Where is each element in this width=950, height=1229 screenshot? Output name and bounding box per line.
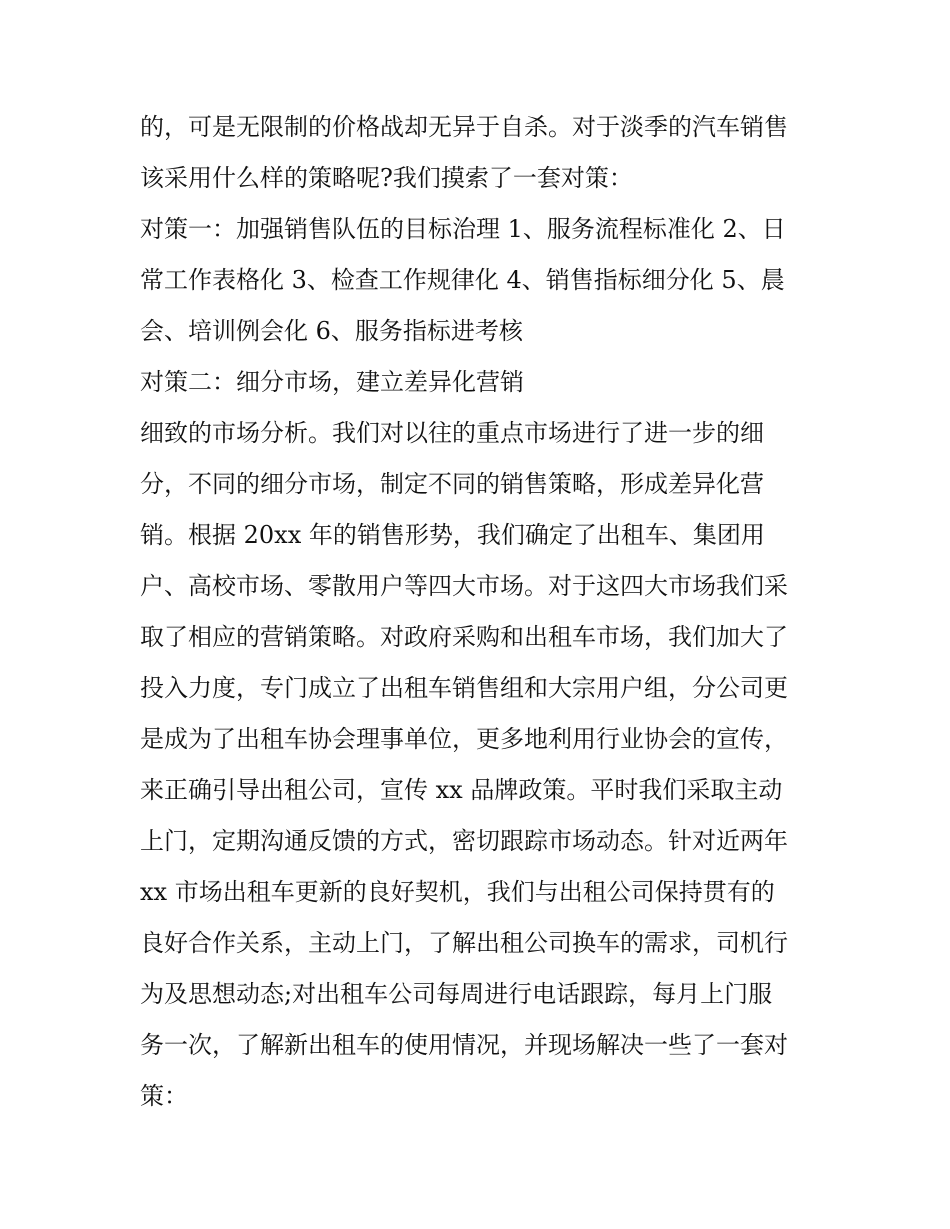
text-line: 对策二：细分市场，建立差异化营销 bbox=[140, 368, 524, 396]
text-line: 销。根据 20xx 年的销售形势，我们确定了出租车、集团用 bbox=[140, 521, 765, 549]
text-line: 良好合作关系，主动上门，了解出租公司换车的需求，司机行 bbox=[140, 929, 788, 957]
text-line: 策： bbox=[140, 1082, 188, 1110]
text-line: xx 市场出租车更新的良好契机，我们与出租公司保持贯有的 bbox=[140, 878, 775, 906]
text-line: 取了相应的营销策略。对政府采购和出租车市场，我们加大了 bbox=[140, 623, 788, 651]
text-line: 是成为了出租车协会理事单位，更多地利用行业协会的宣传， bbox=[140, 725, 788, 753]
text-line: 户、高校市场、零散用户等四大市场。对于这四大市场我们采 bbox=[140, 572, 788, 600]
text-line: 常工作表格化 3、检查工作规律化 4、销售指标细分化 5、晨 bbox=[140, 266, 785, 294]
text-line: 该采用什么样的策略呢?我们摸索了一套对策： bbox=[140, 164, 633, 192]
text-line: 会、培训例会化 6、服务指标进考核 bbox=[140, 317, 523, 345]
text-line: 投入力度，专门成立了出租车销售组和大宗用户组，分公司更 bbox=[140, 674, 788, 702]
text-line: 对策一：加强销售队伍的目标治理 1、服务流程标准化 2、日 bbox=[140, 215, 786, 243]
text-line: 细致的市场分析。我们对以往的重点市场进行了进一步的细 bbox=[140, 419, 764, 447]
text-line: 为及思想动态;对出租车公司每周进行电话跟踪，每月上门服 bbox=[140, 980, 773, 1008]
text-line: 来正确引导出租公司，宣传 xx 品牌政策。平时我们采取主动 bbox=[140, 776, 783, 804]
document-body bbox=[140, 102, 840, 1122]
text-line: 上门，定期沟通反馈的方式，密切跟踪市场动态。针对近两年 bbox=[140, 827, 788, 855]
text-line: 的，可是无限制的价格战却无异于自杀。对于淡季的汽车销售 bbox=[140, 113, 788, 141]
text-line: 分，不同的细分市场，制定不同的销售策略，形成差异化营 bbox=[140, 470, 764, 498]
text-line: 务一次，了解新出租车的使用情况，并现场解决一些了一套对 bbox=[140, 1031, 788, 1059]
